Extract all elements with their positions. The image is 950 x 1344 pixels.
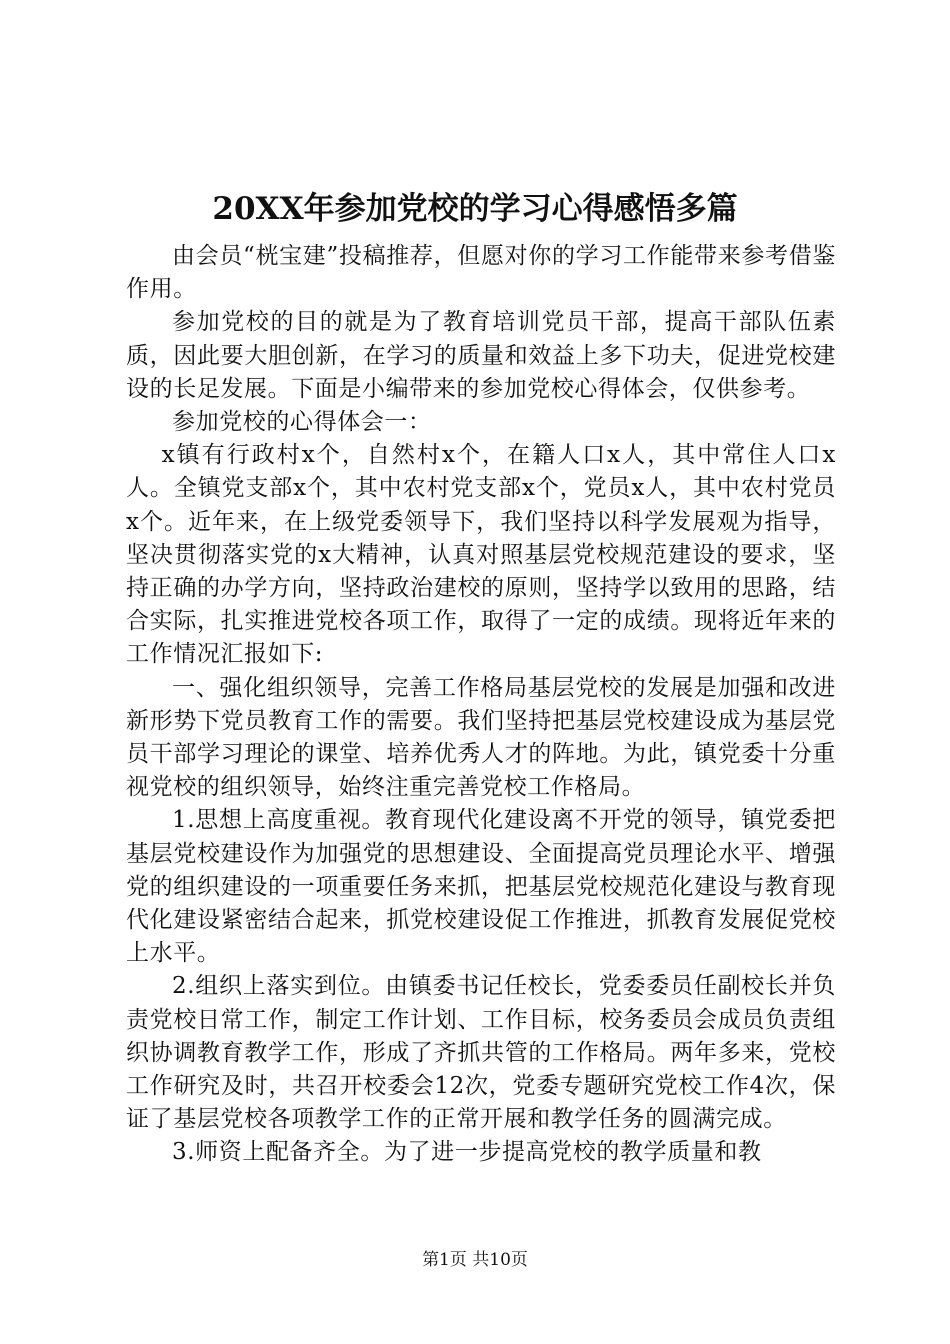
paragraph-point-2: 2.组织上落实到位。由镇委书记任校长，党委委员任副校长并负责党校日常工作，制定工作计划、工作目标，校务委员会成员负责组织协调教育教学工作，形成了齐抓共管的工作格局。两年多来，党校工作研究及时，共召开校委会12次，党委专题研究党校工作4次，保证了基层党校各项教学工作的正常开展和教学任务的圆满完成。 [126, 973, 836, 1133]
document-body [126, 240, 836, 1170]
paragraph-section-one: 一、强化组织领导，完善工作格局基层党校的发展是加强和改进新形势下党员教育工作的需要。我们坚持把基层党校建设成为基层党员干部学习理论的课堂、培养优秀人才的阵地。为此，镇党委十分重视党校的组织领导，始终注重完善党校工作格局。 [126, 674, 836, 801]
paragraph-town-overview: x镇有行政村x个，自然村x个，在籍人口x人，其中常住人口x人。全镇党支部x个，其中农村党支部x个，党员x人，其中农村党员x个。近年来，在上级党委领导下，我们坚持以科学发展观为指导，坚决贯彻落实党的x大精神，认真对照基层党校规范建设的要求，坚持正确的办学方向，坚持政治建校的原则，坚持学以致用的思路，结合实际，扎实推进党校各项工作，取得了一定的成绩。现将近年来的工作情况汇报如下: [126, 442, 836, 668]
paragraph-point-1: 1.思想上高度重视。教育现代化建设离不开党的领导，镇党委把基层党校建设作为加强党的思想建设、全面提高党员理论水平、增强党的组织建设的一项重要任务来抓，把基层党校规范化建设与教育现代化建设紧密结合起来，抓党校建设促工作推进，抓教育发展促党校上水平。 [126, 807, 836, 967]
page-footer: 第1页 共10页 [422, 1250, 528, 1270]
paragraph-purpose: 参加党校的目的就是为了教育培训党员干部，提高干部队伍素质，因此要大胆创新，在学习的质量和效益上多下功夫，促进党校建设的长足发展。下面是小编带来的参加党校心得体会，仅供参考。 [126, 309, 836, 402]
paragraph-heading-one: 参加党校的心得体会一： [172, 409, 432, 436]
document-title: 20XX年参加党校的学习心得感悟多篇 [212, 191, 738, 227]
paragraph-intro: 由会员“桄宝建”投稿推荐，但愿对你的学习工作能带来参考借鉴作用。 [126, 243, 836, 303]
paragraph-point-3: 3.师资上配备齐全。为了进一步提高党校的教学质量和教 [172, 1139, 762, 1166]
